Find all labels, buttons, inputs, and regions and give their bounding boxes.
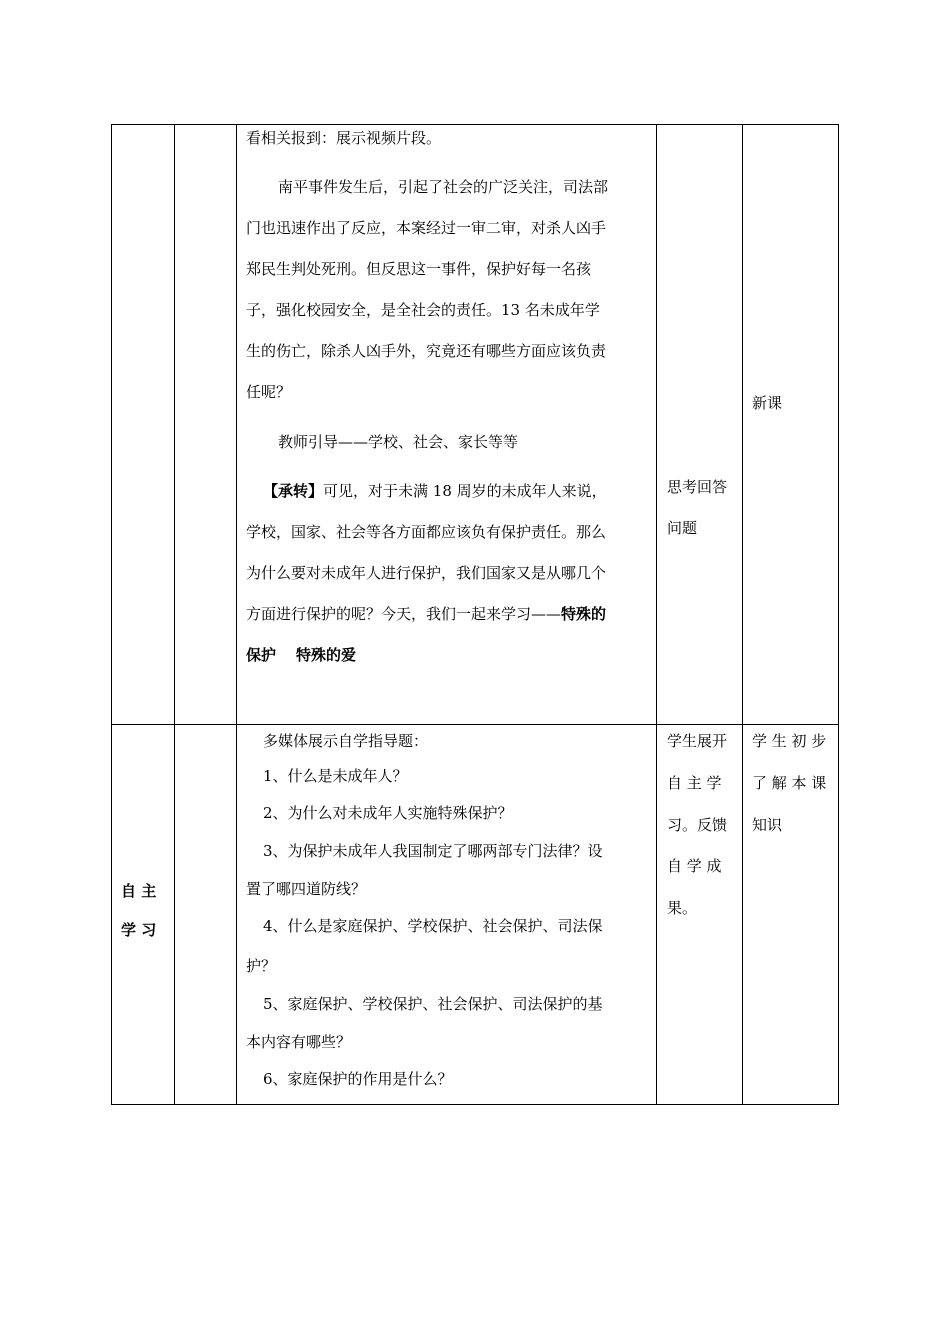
lesson-title-part: 保护	[246, 646, 277, 664]
video-intro-line: 看相关报到：展示视频片段。	[246, 129, 442, 147]
col-border-6	[838, 124, 839, 1105]
design-intent-line: 知识	[752, 816, 783, 834]
student-activity-line: 自 学 成	[667, 857, 722, 875]
row-divider	[111, 724, 839, 725]
design-intent-line: 学 生 初 步	[752, 732, 827, 750]
self-study-question: 2、为什么对未成年人实施特殊保护？	[263, 804, 513, 822]
event-paragraph-line: 门也迅速作出了反应，本案经过一审二审，对杀人凶手	[246, 219, 607, 237]
event-paragraph-line: 子，强化校园安全，是全社会的责任。13 名未成年学	[246, 301, 600, 319]
table-top-border	[111, 124, 839, 125]
self-study-question: 3、为保护未成年人我国制定了哪两部专门法律？设	[263, 842, 603, 860]
event-paragraph-line: 南平事件发生后，引起了社会的广泛关注，司法部	[278, 178, 609, 196]
event-paragraph-line: 生的伤亡，除杀人凶手外，究竟还有哪些方面应该负责	[246, 342, 607, 360]
transition-line	[246, 604, 606, 624]
col-border-4	[656, 124, 657, 1105]
self-study-question: 5、家庭保护、学校保护、社会保护、司法保护的基	[263, 995, 603, 1013]
col-border-5	[742, 124, 743, 1105]
event-paragraph-line: 郑民生判处死刑。但反思这一事件，保护好每一名孩	[246, 260, 592, 278]
self-study-intro: 多媒体展示自学指导题：	[263, 732, 429, 750]
student-activity-line: 果。	[667, 899, 698, 917]
student-activity-line: 问题	[667, 519, 698, 537]
student-activity-line: 学生展开	[667, 732, 728, 750]
table-bottom-border	[111, 1104, 839, 1105]
transition-text: 方面进行保护的呢？今天，我们一起来学习——	[246, 605, 562, 623]
student-activity-line: 自 主 学	[667, 774, 722, 792]
lesson-title-line	[246, 645, 356, 665]
lesson-title-part: 特殊的	[561, 605, 607, 623]
lesson-title-part: 特殊的爱	[296, 646, 357, 664]
transition-line: 为什么要对未成年人进行保护，我们国家又是从哪几个	[246, 564, 607, 582]
col-border-2	[174, 124, 175, 1105]
design-intent: 新课	[752, 394, 783, 412]
self-study-question: 1、什么是未成年人？	[263, 767, 408, 785]
transition-line	[263, 481, 607, 501]
stage-label-line: 学 习	[121, 921, 157, 939]
teacher-guide-line: 教师引导——学校、社会、家长等等	[278, 433, 519, 451]
col-border-1	[111, 124, 112, 1105]
transition-line: 学校，国家、社会等各方面都应该负有保护责任。那么	[246, 523, 607, 541]
self-study-question: 本内容有哪些？	[246, 1033, 352, 1051]
self-study-question: 置了哪四道防线？	[246, 880, 367, 898]
student-activity-line: 思考回答	[667, 478, 728, 496]
stage-label-line: 自 主	[121, 882, 157, 900]
self-study-question: 4、什么是家庭保护、学校保护、社会保护、司法保	[263, 917, 603, 935]
event-paragraph-line: 任呢？	[246, 383, 292, 401]
self-study-question: 6、家庭保护的作用是什么？	[263, 1070, 453, 1088]
design-intent-line: 了 解 本 课	[752, 774, 827, 792]
student-activity-line: 习。反馈	[667, 816, 728, 834]
col-border-3	[236, 124, 237, 1105]
transition-tag: 【承转】	[263, 482, 324, 500]
transition-text: 可见，对于未满 18 周岁的未成年人来说，	[323, 482, 607, 500]
self-study-question: 护？	[246, 957, 277, 975]
